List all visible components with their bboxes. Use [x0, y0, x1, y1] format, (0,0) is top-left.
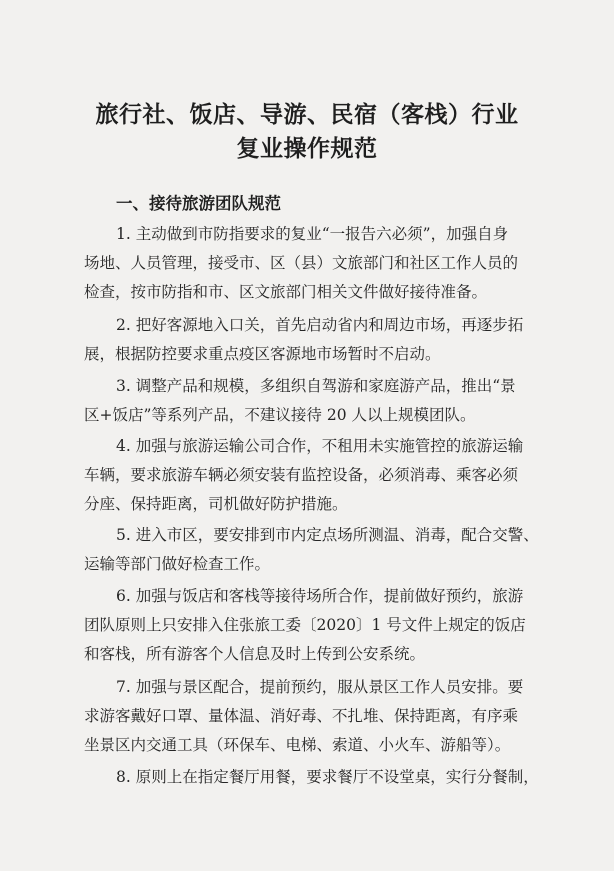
paragraph-8-line-1: 8. 原则上在指定餐厅用餐，要求餐厅不设堂桌，实行分餐制， [116, 768, 539, 786]
paragraph-3-line-1: 3. 调整产品和规模，多组织自驾游和家庭游产品，推出“景 [116, 377, 516, 395]
paragraph-2-line-2: 展，根据防控要求重点疫区客源地市场暂时不启动。 [84, 345, 441, 363]
paragraph-7-line-1: 7. 加强与景区配合，提前预约，服从景区工作人员安排。要 [116, 678, 524, 696]
paragraph-6-line-1: 6. 加强与饭店和客栈等接待场所合作，提前做好预约，旅游 [116, 587, 524, 605]
paragraph-4-line-1: 4. 加强与旅游运输公司合作，不租用未实施管控的旅游运输 [116, 437, 524, 455]
paragraph-7-line-2: 求游客戴好口罩、量体温、消好毒、不扎堆、保持距离，有序乘 [84, 707, 519, 725]
document-title-line-1: 旅行社、饭店、导游、民宿（客栈）行业 [95, 101, 519, 128]
section-heading: 一、接待旅游团队规范 [116, 194, 281, 213]
paragraph-6-line-3: 和客栈，所有游客个人信息及时上传到公安系统。 [84, 645, 426, 663]
paragraph-4-line-2: 车辆，要求旅游车辆必须安装有监控设备，必须消毒、乘客必须 [84, 466, 519, 484]
paragraph-1-line-2: 场地、人员管理，接受市、区（县）文旅部门和社区工作人员的 [84, 254, 519, 272]
paragraph-7-line-3: 坐景区内交通工具（环保车、电梯、索道、小火车、游船等）。 [84, 736, 511, 754]
paragraph-1-line-1: 1. 主动做到市防指要求的复业“一报告六必须”，加强自身 [116, 225, 509, 243]
paragraph-3-line-2: 区+饭店”等系列产品，不建议接待 20 人以上规模团队。 [84, 406, 476, 424]
paragraph-1-line-3: 检查，按市防指和市、区文旅部门相关文件做好接待准备。 [84, 283, 488, 301]
paragraph-6-line-2: 团队原则上只安排入住张旅工委〔2020〕1 号文件上规定的饭店 [84, 616, 526, 634]
paragraph-5-line-1: 5. 进入市区，要安排到市内定点场所测温、消毒，配合交警、 [116, 526, 539, 544]
paragraph-4-line-3: 分座、保持距离，司机做好防护措施。 [84, 495, 348, 513]
paragraph-2-line-1: 2. 把好客源地入口关，首先启动省内和周边市场，再逐步拓 [116, 316, 524, 334]
document-title-line-2: 复业操作规范 [236, 135, 378, 162]
paragraph-5-line-2: 运输等部门做好检查工作。 [84, 555, 271, 573]
